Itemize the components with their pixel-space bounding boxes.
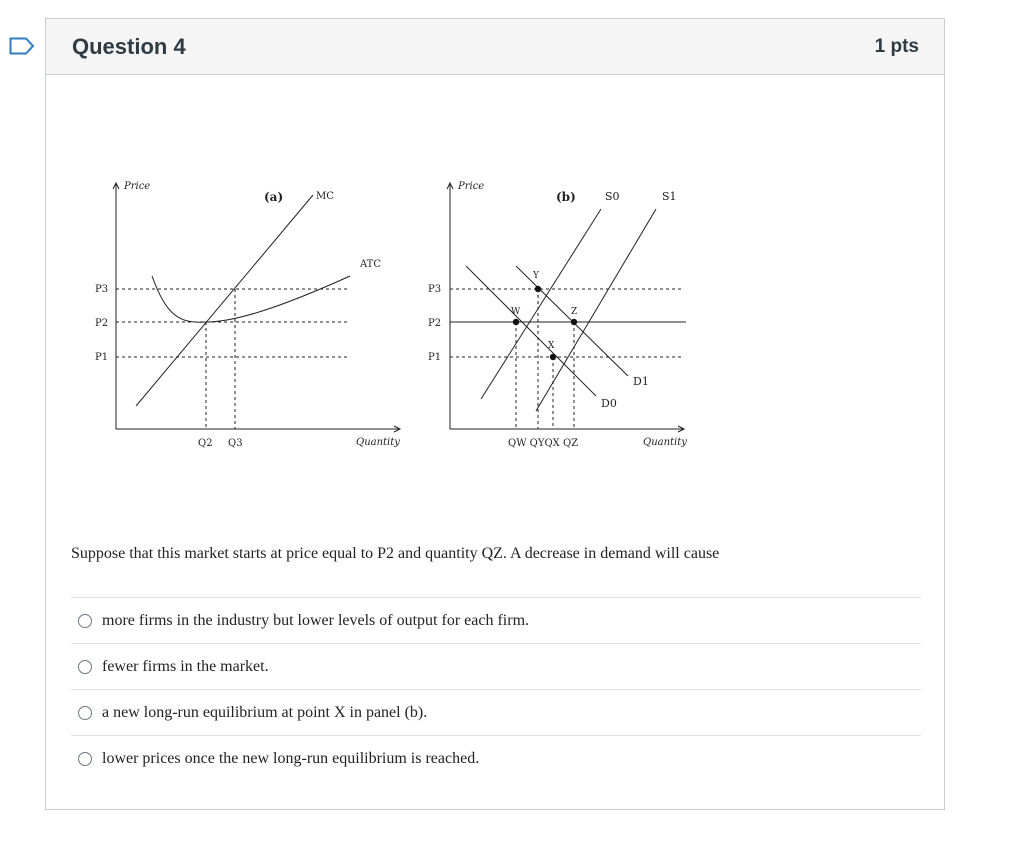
answer-option-3[interactable] <box>71 689 921 735</box>
panel-b-s1-label: S1 <box>662 190 677 203</box>
panel-b <box>428 181 687 449</box>
panel-b-point-x <box>550 354 556 360</box>
panel-b-d0-label: D0 <box>601 397 617 410</box>
panel-b-price-p3: P3 <box>428 284 442 295</box>
panel-b-label-x: X <box>548 341 555 351</box>
question-stem: Suppose that this market starts at price equal to P2 and quantity QZ. A decrease in demand will cause <box>71 545 720 562</box>
panel-b-label-w: W <box>511 307 521 317</box>
panel-a <box>95 181 400 449</box>
panel-a-price-p1: P1 <box>95 352 109 363</box>
panel-b-s0-label: S0 <box>605 190 620 203</box>
panel-a-atc-curve <box>152 276 350 322</box>
answer-option-2[interactable] <box>71 643 921 689</box>
panel-a-atc-label: ATC <box>360 259 381 270</box>
panel-b-point-y <box>535 286 541 292</box>
radio-button[interactable] <box>78 752 92 766</box>
answer-label: lower prices once the new long-run equilibrium is reached. <box>102 749 480 767</box>
panel-a-price-p3: P3 <box>95 284 109 295</box>
question-card <box>45 18 945 810</box>
panel-b-d0-curve <box>466 266 596 396</box>
panel-a-price-p2: P2 <box>95 318 109 329</box>
panel-b-s0-curve <box>481 209 601 399</box>
panel-b-quantity-ticks: QW QYQX QZ <box>508 438 579 449</box>
question-points: 1 pts <box>874 35 919 57</box>
panel-a-tick-q3: Q3 <box>228 438 243 449</box>
market-figure <box>78 164 698 454</box>
panel-b-x-label: Quantity <box>643 437 687 448</box>
panel-a-y-label: Price <box>124 181 151 192</box>
panel-b-point-w <box>513 319 519 325</box>
panel-a-x-label: Quantity <box>356 437 400 448</box>
panel-a-mc-label: MC <box>316 191 334 202</box>
answer-list <box>71 597 921 781</box>
radio-button[interactable] <box>78 706 92 720</box>
panel-b-title: (b) <box>556 190 576 204</box>
panel-b-label-y: Y <box>533 271 539 281</box>
panel-a-mc-curve <box>136 195 313 406</box>
panel-b-d1-label: D1 <box>633 375 649 388</box>
question-header <box>46 19 944 75</box>
question-title: Question 4 <box>72 33 186 59</box>
panel-b-price-p1: P1 <box>428 352 442 363</box>
bookmark-outline-icon[interactable] <box>9 37 35 55</box>
answer-label: a new long-run equilibrium at point X in panel (b). <box>102 703 428 721</box>
panel-b-label-z: Z <box>571 307 578 317</box>
radio-button[interactable] <box>78 660 92 674</box>
answer-label: fewer firms in the market. <box>102 657 269 675</box>
radio-button[interactable] <box>78 614 92 628</box>
panel-b-price-p2: P2 <box>428 318 442 329</box>
panel-a-title: (a) <box>264 190 284 204</box>
answer-option-4[interactable] <box>71 735 921 781</box>
panel-b-point-z <box>571 319 577 325</box>
answer-option-1[interactable] <box>71 597 921 643</box>
panel-b-y-label: Price <box>458 181 485 192</box>
answer-label: more firms in the industry but lower levels of output for each firm. <box>102 611 530 629</box>
panel-a-tick-q2: Q2 <box>198 438 213 449</box>
